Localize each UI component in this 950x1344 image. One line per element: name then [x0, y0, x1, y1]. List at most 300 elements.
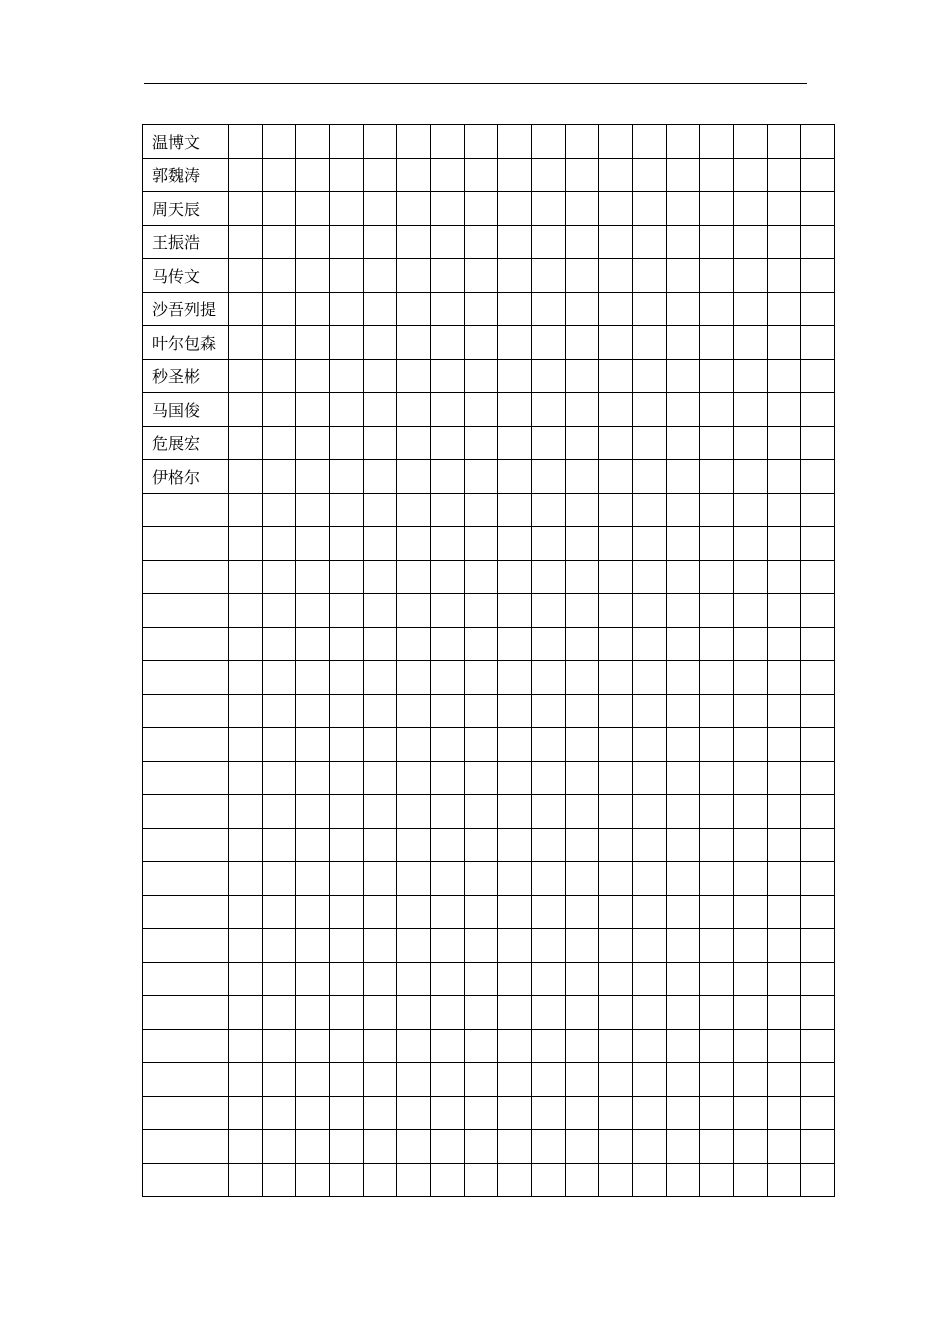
mark-cell	[801, 962, 835, 996]
mark-cell	[498, 292, 532, 326]
mark-cell	[565, 460, 599, 494]
mark-cell	[666, 1063, 700, 1097]
mark-cell	[531, 426, 565, 460]
mark-cell	[767, 828, 801, 862]
student-name-cell: 郭魏涛	[143, 158, 229, 192]
mark-cell	[801, 929, 835, 963]
mark-cell	[599, 359, 633, 393]
mark-cell	[700, 125, 734, 159]
mark-cell	[363, 1163, 397, 1197]
mark-cell	[801, 292, 835, 326]
mark-cell	[565, 1063, 599, 1097]
mark-cell	[229, 1130, 263, 1164]
mark-cell	[700, 359, 734, 393]
student-name-cell	[143, 761, 229, 795]
mark-cell	[801, 828, 835, 862]
table-row	[143, 862, 835, 896]
mark-cell	[498, 895, 532, 929]
mark-cell	[329, 158, 363, 192]
mark-cell	[700, 828, 734, 862]
mark-cell	[733, 694, 767, 728]
mark-cell	[296, 493, 330, 527]
student-name-cell	[143, 728, 229, 762]
mark-cell	[363, 259, 397, 293]
mark-cell	[666, 895, 700, 929]
mark-cell	[733, 225, 767, 259]
mark-cell	[329, 694, 363, 728]
mark-cell	[397, 393, 431, 427]
student-name-cell	[143, 1063, 229, 1097]
mark-cell	[262, 426, 296, 460]
mark-cell	[632, 828, 666, 862]
mark-cell	[767, 761, 801, 795]
student-name-cell	[143, 862, 229, 896]
mark-cell	[801, 259, 835, 293]
mark-cell	[801, 761, 835, 795]
mark-cell	[329, 1130, 363, 1164]
table-row	[143, 962, 835, 996]
mark-cell	[262, 1130, 296, 1164]
mark-cell	[363, 292, 397, 326]
mark-cell	[296, 828, 330, 862]
mark-cell	[700, 761, 734, 795]
mark-cell	[700, 627, 734, 661]
mark-cell	[229, 1096, 263, 1130]
mark-cell	[229, 158, 263, 192]
mark-cell	[229, 828, 263, 862]
mark-cell	[296, 1029, 330, 1063]
mark-cell	[767, 326, 801, 360]
mark-cell	[666, 728, 700, 762]
mark-cell	[767, 1063, 801, 1097]
mark-cell	[464, 192, 498, 226]
student-name-cell	[143, 828, 229, 862]
mark-cell	[767, 996, 801, 1030]
mark-cell	[464, 460, 498, 494]
mark-cell	[700, 962, 734, 996]
mark-cell	[666, 1029, 700, 1063]
mark-cell	[599, 158, 633, 192]
mark-cell	[430, 594, 464, 628]
mark-cell	[733, 1096, 767, 1130]
mark-cell	[599, 493, 633, 527]
mark-cell	[801, 1163, 835, 1197]
mark-cell	[632, 527, 666, 561]
mark-cell	[565, 1096, 599, 1130]
mark-cell	[430, 259, 464, 293]
mark-cell	[666, 694, 700, 728]
mark-cell	[296, 359, 330, 393]
mark-cell	[262, 828, 296, 862]
student-name-cell	[143, 694, 229, 728]
mark-cell	[632, 225, 666, 259]
mark-cell	[363, 326, 397, 360]
mark-cell	[666, 326, 700, 360]
mark-cell	[666, 393, 700, 427]
mark-cell	[565, 694, 599, 728]
mark-cell	[229, 426, 263, 460]
table-row	[143, 527, 835, 561]
mark-cell	[801, 393, 835, 427]
mark-cell	[229, 1163, 263, 1197]
mark-cell	[262, 1029, 296, 1063]
mark-cell	[632, 728, 666, 762]
mark-cell	[599, 895, 633, 929]
mark-cell	[599, 192, 633, 226]
mark-cell	[329, 560, 363, 594]
mark-cell	[464, 962, 498, 996]
mark-cell	[700, 728, 734, 762]
mark-cell	[296, 962, 330, 996]
mark-cell	[262, 661, 296, 695]
mark-cell	[565, 627, 599, 661]
student-name-cell: 王振浩	[143, 225, 229, 259]
mark-cell	[229, 627, 263, 661]
mark-cell	[632, 694, 666, 728]
table-row	[143, 493, 835, 527]
mark-cell	[767, 895, 801, 929]
mark-cell	[498, 761, 532, 795]
mark-cell	[464, 292, 498, 326]
mark-cell	[531, 761, 565, 795]
mark-cell	[666, 929, 700, 963]
mark-cell	[632, 795, 666, 829]
mark-cell	[767, 694, 801, 728]
mark-cell	[666, 795, 700, 829]
mark-cell	[632, 594, 666, 628]
mark-cell	[397, 594, 431, 628]
mark-cell	[632, 862, 666, 896]
mark-cell	[329, 1163, 363, 1197]
mark-cell	[397, 1130, 431, 1164]
mark-cell	[397, 1163, 431, 1197]
mark-cell	[632, 359, 666, 393]
mark-cell	[464, 225, 498, 259]
mark-cell	[666, 594, 700, 628]
mark-cell	[767, 661, 801, 695]
mark-cell	[565, 594, 599, 628]
mark-cell	[229, 795, 263, 829]
mark-cell	[464, 560, 498, 594]
mark-cell	[296, 292, 330, 326]
mark-cell	[430, 292, 464, 326]
mark-cell	[329, 1029, 363, 1063]
mark-cell	[565, 728, 599, 762]
mark-cell	[767, 125, 801, 159]
mark-cell	[565, 493, 599, 527]
mark-cell	[229, 895, 263, 929]
mark-cell	[632, 560, 666, 594]
mark-cell	[498, 460, 532, 494]
mark-cell	[498, 493, 532, 527]
mark-cell	[329, 895, 363, 929]
mark-cell	[666, 661, 700, 695]
mark-cell	[801, 527, 835, 561]
mark-cell	[801, 560, 835, 594]
mark-cell	[498, 359, 532, 393]
mark-cell	[430, 828, 464, 862]
mark-cell	[363, 493, 397, 527]
mark-cell	[498, 594, 532, 628]
mark-cell	[599, 326, 633, 360]
mark-cell	[531, 1163, 565, 1197]
mark-cell	[329, 728, 363, 762]
mark-cell	[296, 192, 330, 226]
mark-cell	[296, 627, 330, 661]
student-name-cell	[143, 493, 229, 527]
mark-cell	[666, 761, 700, 795]
student-name-cell	[143, 962, 229, 996]
mark-cell	[262, 594, 296, 628]
mark-cell	[565, 761, 599, 795]
mark-cell	[430, 192, 464, 226]
mark-cell	[801, 661, 835, 695]
mark-cell	[632, 929, 666, 963]
mark-cell	[801, 426, 835, 460]
mark-cell	[666, 359, 700, 393]
mark-cell	[565, 192, 599, 226]
mark-cell	[229, 225, 263, 259]
mark-cell	[531, 929, 565, 963]
mark-cell	[464, 795, 498, 829]
mark-cell	[430, 795, 464, 829]
mark-cell	[801, 1130, 835, 1164]
mark-cell	[329, 225, 363, 259]
mark-cell	[229, 594, 263, 628]
mark-cell	[700, 661, 734, 695]
mark-cell	[632, 996, 666, 1030]
table-row	[143, 1163, 835, 1197]
mark-cell	[397, 326, 431, 360]
table-row	[143, 326, 835, 360]
mark-cell	[565, 895, 599, 929]
mark-cell	[262, 761, 296, 795]
mark-cell	[464, 728, 498, 762]
mark-cell	[363, 862, 397, 896]
mark-cell	[397, 426, 431, 460]
mark-cell	[229, 962, 263, 996]
mark-cell	[229, 1063, 263, 1097]
mark-cell	[733, 426, 767, 460]
mark-cell	[262, 929, 296, 963]
mark-cell	[498, 1029, 532, 1063]
mark-cell	[801, 359, 835, 393]
mark-cell	[801, 225, 835, 259]
mark-cell	[632, 1096, 666, 1130]
mark-cell	[329, 761, 363, 795]
mark-cell	[801, 158, 835, 192]
mark-cell	[329, 661, 363, 695]
mark-cell	[801, 627, 835, 661]
mark-cell	[464, 125, 498, 159]
mark-cell	[599, 125, 633, 159]
mark-cell	[262, 225, 296, 259]
student-name-cell: 马传文	[143, 259, 229, 293]
mark-cell	[464, 1063, 498, 1097]
mark-cell	[632, 1029, 666, 1063]
mark-cell	[498, 326, 532, 360]
mark-cell	[599, 259, 633, 293]
mark-cell	[801, 1063, 835, 1097]
mark-cell	[531, 292, 565, 326]
mark-cell	[430, 326, 464, 360]
mark-cell	[430, 527, 464, 561]
mark-cell	[397, 962, 431, 996]
mark-cell	[498, 694, 532, 728]
mark-cell	[262, 996, 296, 1030]
table-row	[143, 627, 835, 661]
mark-cell	[801, 594, 835, 628]
mark-cell	[733, 661, 767, 695]
mark-cell	[599, 1096, 633, 1130]
mark-cell	[632, 1163, 666, 1197]
mark-cell	[296, 326, 330, 360]
mark-cell	[801, 996, 835, 1030]
mark-cell	[632, 493, 666, 527]
mark-cell	[397, 125, 431, 159]
mark-cell	[464, 862, 498, 896]
mark-cell	[531, 962, 565, 996]
mark-cell	[464, 158, 498, 192]
table-row	[143, 125, 835, 159]
mark-cell	[363, 393, 397, 427]
mark-cell	[498, 1130, 532, 1164]
mark-cell	[498, 661, 532, 695]
mark-cell	[229, 929, 263, 963]
mark-cell	[229, 728, 263, 762]
mark-cell	[262, 359, 296, 393]
mark-cell	[700, 694, 734, 728]
mark-cell	[531, 225, 565, 259]
mark-cell	[632, 1063, 666, 1097]
student-name-cell	[143, 1029, 229, 1063]
mark-cell	[700, 426, 734, 460]
mark-cell	[733, 627, 767, 661]
mark-cell	[498, 1096, 532, 1130]
mark-cell	[531, 1029, 565, 1063]
mark-cell	[599, 962, 633, 996]
mark-cell	[296, 929, 330, 963]
mark-cell	[565, 661, 599, 695]
mark-cell	[767, 225, 801, 259]
mark-cell	[262, 460, 296, 494]
mark-cell	[599, 728, 633, 762]
student-name-cell	[143, 1163, 229, 1197]
mark-cell	[363, 761, 397, 795]
mark-cell	[565, 795, 599, 829]
mark-cell	[296, 393, 330, 427]
mark-cell	[632, 393, 666, 427]
mark-cell	[296, 527, 330, 561]
mark-cell	[430, 1130, 464, 1164]
mark-cell	[531, 728, 565, 762]
mark-cell	[700, 594, 734, 628]
mark-cell	[632, 426, 666, 460]
mark-cell	[733, 828, 767, 862]
mark-cell	[700, 192, 734, 226]
mark-cell	[733, 460, 767, 494]
student-name-cell	[143, 1130, 229, 1164]
mark-cell	[262, 895, 296, 929]
mark-cell	[531, 560, 565, 594]
mark-cell	[801, 795, 835, 829]
mark-cell	[464, 929, 498, 963]
mark-cell	[262, 560, 296, 594]
mark-cell	[430, 694, 464, 728]
table-row	[143, 996, 835, 1030]
mark-cell	[531, 493, 565, 527]
mark-cell	[733, 795, 767, 829]
mark-cell	[733, 560, 767, 594]
mark-cell	[229, 359, 263, 393]
mark-cell	[464, 1096, 498, 1130]
mark-cell	[397, 1096, 431, 1130]
mark-cell	[430, 1163, 464, 1197]
student-name-cell	[143, 560, 229, 594]
student-name-cell	[143, 594, 229, 628]
mark-cell	[430, 225, 464, 259]
mark-cell	[632, 661, 666, 695]
mark-cell	[531, 1096, 565, 1130]
mark-cell	[599, 694, 633, 728]
mark-cell	[767, 728, 801, 762]
mark-cell	[565, 1130, 599, 1164]
mark-cell	[397, 527, 431, 561]
mark-cell	[767, 192, 801, 226]
mark-cell	[666, 460, 700, 494]
mark-cell	[363, 158, 397, 192]
mark-cell	[599, 460, 633, 494]
mark-cell	[498, 426, 532, 460]
mark-cell	[363, 996, 397, 1030]
mark-cell	[565, 158, 599, 192]
mark-cell	[296, 1096, 330, 1130]
student-name-cell	[143, 661, 229, 695]
mark-cell	[397, 795, 431, 829]
mark-cell	[464, 1163, 498, 1197]
mark-cell	[329, 292, 363, 326]
mark-cell	[599, 1130, 633, 1164]
mark-cell	[262, 393, 296, 427]
mark-cell	[733, 158, 767, 192]
mark-cell	[565, 393, 599, 427]
mark-cell	[430, 158, 464, 192]
mark-cell	[498, 393, 532, 427]
mark-cell	[632, 460, 666, 494]
mark-cell	[329, 359, 363, 393]
mark-cell	[666, 426, 700, 460]
mark-cell	[329, 795, 363, 829]
mark-cell	[262, 1163, 296, 1197]
mark-cell	[229, 326, 263, 360]
mark-cell	[733, 1029, 767, 1063]
mark-cell	[329, 962, 363, 996]
table-row	[143, 661, 835, 695]
mark-cell	[801, 1096, 835, 1130]
mark-cell	[565, 326, 599, 360]
mark-cell	[531, 259, 565, 293]
mark-cell	[801, 192, 835, 226]
mark-cell	[363, 426, 397, 460]
mark-cell	[397, 493, 431, 527]
student-name-cell: 秒圣彬	[143, 359, 229, 393]
mark-cell	[666, 862, 700, 896]
mark-cell	[262, 627, 296, 661]
mark-cell	[565, 527, 599, 561]
table-row	[143, 460, 835, 494]
mark-cell	[430, 493, 464, 527]
mark-cell	[397, 694, 431, 728]
